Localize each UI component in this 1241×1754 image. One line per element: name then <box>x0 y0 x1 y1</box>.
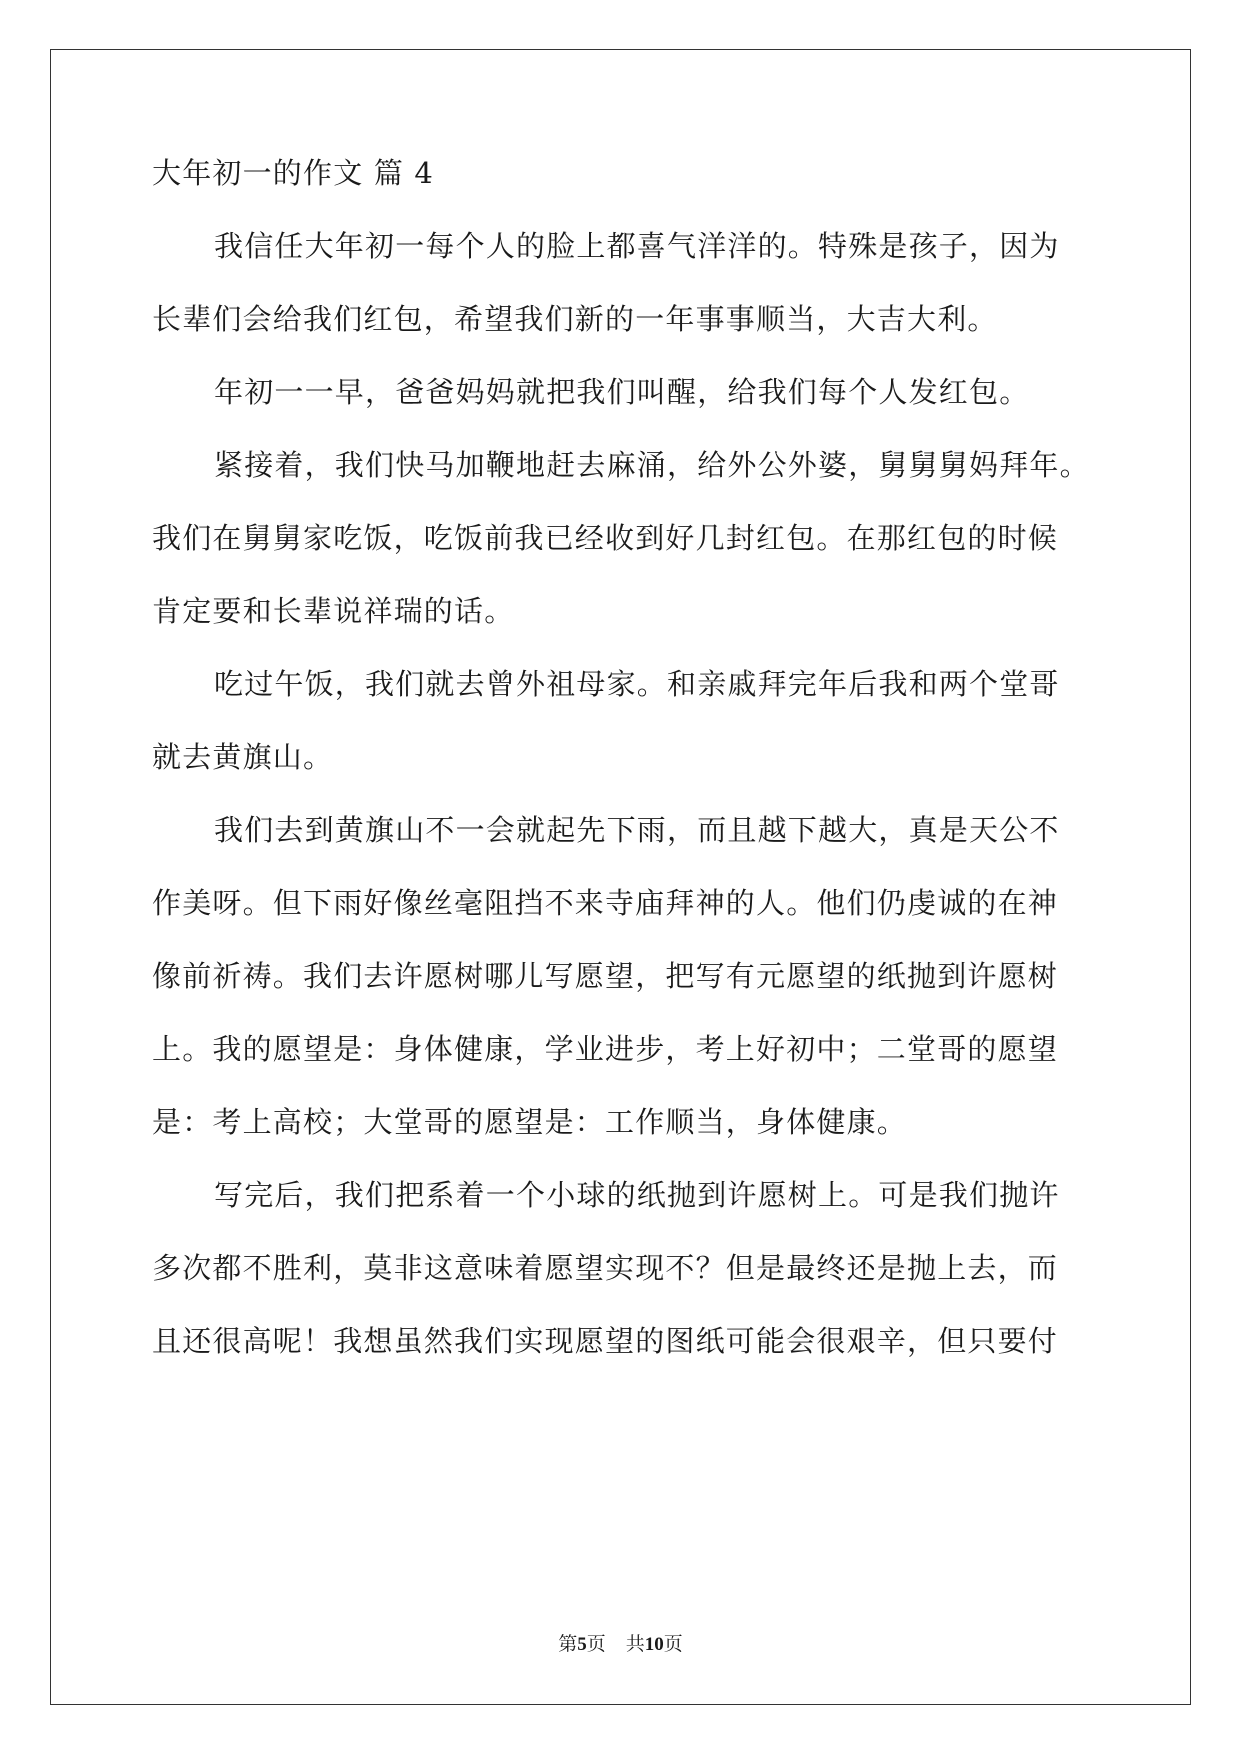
paragraph-line: 年初一一早，爸爸妈妈就把我们叫醒，给我们每个人发红包。 <box>214 375 1030 409</box>
paragraph-line: 我信任大年初一每个人的脸上都喜气洋洋的。特殊是孩子，因为 <box>214 229 1060 263</box>
paragraph-line: 吃过午饭，我们就去曾外祖母家。和亲戚拜完年后我和两个堂哥 <box>214 667 1060 701</box>
paragraph-line: 是：考上高校；大堂哥的愿望是：工作顺当，身体健康。 <box>152 1105 908 1139</box>
paragraph-line: 肯定要和长辈说祥瑞的话。 <box>152 594 515 628</box>
paragraph-line: 像前祈祷。我们去许愿树哪儿写愿望，把写有元愿望的纸抛到许愿树 <box>152 959 1059 993</box>
paragraph-line: 作美呀。但下雨好像丝毫阻挡不来寺庙拜神的人。他们仍虔诚的在神 <box>152 886 1059 920</box>
paragraph-line: 上。我的愿望是：身体健康，学业进步，考上好初中；二堂哥的愿望 <box>152 1032 1059 1066</box>
total-prefix: 共 <box>625 1633 645 1655</box>
paragraph-line: 多次都不胜利，莫非这意味着愿望实现不？但是最终还是抛上去，而 <box>152 1251 1059 1285</box>
paragraph-line: 写完后，我们把系着一个小球的纸抛到许愿树上。可是我们抛许 <box>214 1178 1060 1212</box>
page-footer <box>0 1632 1241 1657</box>
page-prefix: 第 <box>558 1633 578 1655</box>
paragraph-line: 紧接着，我们快马加鞭地赶去麻涌，给外公外婆，舅舅舅妈拜年。 <box>214 448 1090 482</box>
total-pages: 10 <box>644 1634 664 1655</box>
paragraph-line: 长辈们会给我们红包，希望我们新的一年事事顺当，大吉大利。 <box>152 302 998 336</box>
paragraph-line: 我们去到黄旗山不一会就起先下雨，而且越下越大，真是天公不 <box>214 813 1060 847</box>
page-number: 5 <box>577 1634 587 1655</box>
paragraph-line: 就去黄旗山。 <box>152 740 334 774</box>
page-border <box>50 49 1191 1705</box>
page-suffix: 页 <box>586 1633 606 1655</box>
total-suffix: 页 <box>663 1633 683 1655</box>
paragraph-line: 我们在舅舅家吃饭，吃饭前我已经收到好几封红包。在那红包的时候 <box>152 521 1059 555</box>
essay-title: 大年初一的作文 篇 4 <box>152 156 435 190</box>
paragraph-line: 且还很高呢！我想虽然我们实现愿望的图纸可能会很艰辛，但只要付 <box>152 1324 1059 1358</box>
